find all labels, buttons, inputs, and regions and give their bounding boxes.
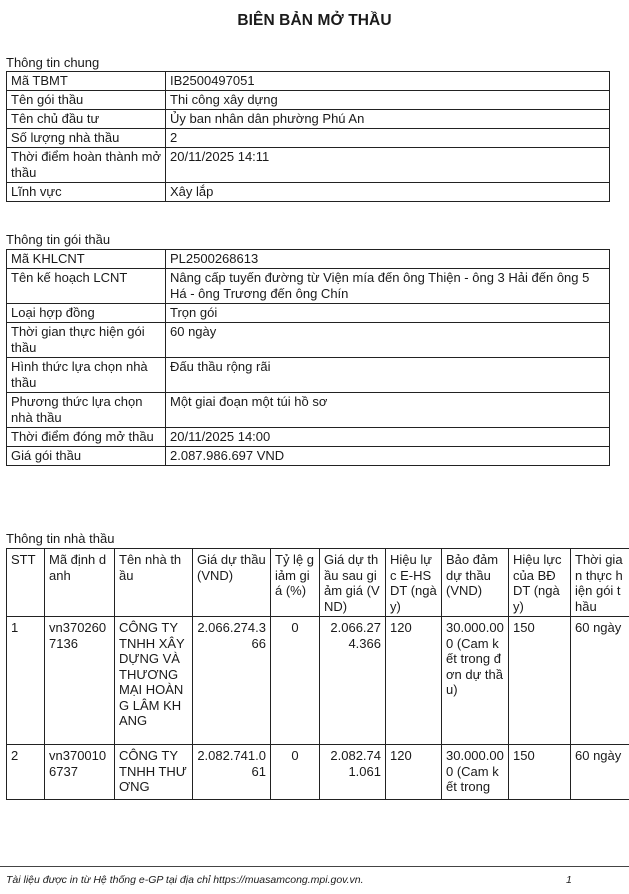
field-label: Thời gian thực hiện gói thầu — [7, 323, 166, 358]
field-value: 20/11/2025 14:00 — [166, 428, 610, 447]
column-header: Bảo đảm dự thầu (VND) — [442, 549, 509, 617]
table-cell: CÔNG TY TNHH THƯƠNG — [115, 745, 193, 800]
field-value: 60 ngày — [166, 323, 610, 358]
column-header: STT — [7, 549, 45, 617]
field-value: 20/11/2025 14:11 — [166, 148, 610, 183]
field-label: Phương thức lựa chọn nhà thầu — [7, 393, 166, 428]
column-header: Tỷ lệ giảm giá (%) — [271, 549, 320, 617]
field-value: Trọn gói — [166, 304, 610, 323]
field-label: Tên gói thầu — [7, 91, 166, 110]
column-header: Thời gian thực hiện gói thầu — [571, 549, 629, 617]
table-row — [7, 393, 610, 428]
table-cell: 2.082.741.061 — [320, 745, 386, 800]
package-info-table — [6, 249, 610, 466]
general-info-heading: Thông tin chung — [6, 55, 100, 70]
field-value: 2 — [166, 129, 610, 148]
table-cell: 2.066.274.366 — [320, 617, 386, 745]
table-cell: vn3700106737 — [45, 745, 115, 800]
table-cell: 60 ngày — [571, 617, 629, 745]
table-row — [7, 269, 610, 304]
field-label: Hình thức lựa chọn nhà thầu — [7, 358, 166, 393]
field-label: Thời điểm đóng mở thầu — [7, 428, 166, 447]
table-row — [7, 323, 610, 358]
column-header: Mã định danh — [45, 549, 115, 617]
field-label: Mã TBMT — [7, 72, 166, 91]
field-value: 2.087.986.697 VND — [166, 447, 610, 466]
table-row — [7, 304, 610, 323]
table-cell: 2.082.741.061 — [193, 745, 271, 800]
table-cell: 120 — [386, 617, 442, 745]
table-cell: 0 — [271, 617, 320, 745]
general-info-table — [6, 71, 610, 202]
table-cell: 30.000.000 (Cam kết trong — [442, 745, 509, 800]
column-header: Giá dự thầu (VND) — [193, 549, 271, 617]
field-label: Lĩnh vực — [7, 183, 166, 202]
table-row — [7, 183, 610, 202]
bidders-heading: Thông tin nhà thầu — [6, 531, 115, 546]
table-row — [7, 110, 610, 129]
column-header: Hiệu lực E-HSDT (ngày) — [386, 549, 442, 617]
table-row — [7, 358, 610, 393]
field-label: Số lượng nhà thầu — [7, 129, 166, 148]
page-number: 1 — [566, 874, 572, 886]
table-row — [7, 617, 629, 745]
table-row — [7, 148, 610, 183]
field-value: PL2500268613 — [166, 250, 610, 269]
field-value: Xây lắp — [166, 183, 610, 202]
table-row — [7, 129, 610, 148]
column-header: Giá dự thầu sau giảm giá (VND) — [320, 549, 386, 617]
column-header: Tên nhà thầu — [115, 549, 193, 617]
table-cell: 150 — [509, 617, 571, 745]
table-row — [7, 745, 629, 800]
table-cell: 0 — [271, 745, 320, 800]
page-title: BIÊN BẢN MỞ THẦU — [237, 12, 392, 29]
field-label: Tên chủ đầu tư — [7, 110, 166, 129]
package-info-heading: Thông tin gói thầu — [6, 232, 111, 247]
field-value: Thi công xây dựng — [166, 91, 610, 110]
table-cell: vn3702607136 — [45, 617, 115, 745]
field-value: Một giai đoạn một túi hồ sơ — [166, 393, 610, 428]
field-label: Loại hợp đồng — [7, 304, 166, 323]
table-row — [7, 72, 610, 91]
field-value: Đấu thầu rộng rãi — [166, 358, 610, 393]
table-cell: 60 ngày — [571, 745, 629, 800]
table-cell: 1 — [7, 617, 45, 745]
field-label: Giá gói thầu — [7, 447, 166, 466]
column-header: Hiệu lực của BĐ DT (ngày) — [509, 549, 571, 617]
footer-text: Tài liệu được in từ Hệ thống e-GP tại địa chỉ https://muasamcong.mpi.gov.vn. — [6, 874, 364, 886]
table-cell: 2.066.274.366 — [193, 617, 271, 745]
table-row — [7, 428, 610, 447]
field-label: Mã KHLCNT — [7, 250, 166, 269]
table-cell: 2 — [7, 745, 45, 800]
field-label: Thời điểm hoàn thành mở thầu — [7, 148, 166, 183]
table-row — [7, 91, 610, 110]
footer-divider — [0, 866, 629, 867]
field-label: Tên kế hoạch LCNT — [7, 269, 166, 304]
table-cell: 30.000.000 (Cam kết trong đơn dự thầu) — [442, 617, 509, 745]
field-value: Ủy ban nhân dân phường Phú An — [166, 110, 610, 129]
table-header-row — [7, 549, 629, 617]
table-cell: CÔNG TY TNHH XÂY DỰNG VÀ THƯƠNG MẠI HOÀNG LÂM KHANG — [115, 617, 193, 745]
table-row — [7, 250, 610, 269]
field-value: IB2500497051 — [166, 72, 610, 91]
field-value: Nâng cấp tuyến đường từ Viện mía đến ông Thiện - ông 3 Hải đến ông 5 Há - ông Trương đến ông Chín — [166, 269, 610, 304]
table-row — [7, 447, 610, 466]
table-cell: 120 — [386, 745, 442, 800]
bidders-table — [6, 548, 629, 800]
table-cell: 150 — [509, 745, 571, 800]
